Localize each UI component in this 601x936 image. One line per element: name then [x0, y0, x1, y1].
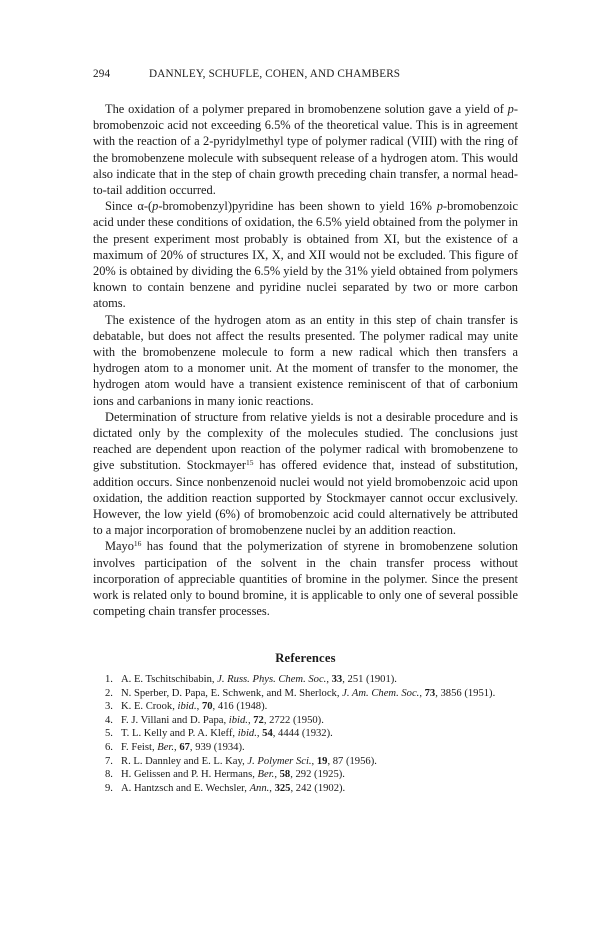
reference-number: 7.: [105, 755, 113, 767]
body-paragraph: [93, 101, 518, 198]
reference-item: [93, 727, 518, 741]
body-paragraph: [93, 312, 518, 409]
text-run: ,: [311, 755, 317, 767]
references-heading: References: [275, 651, 336, 665]
text-run: The existence of the hydrogen atom as an entity in this step of chain transfer is debatable, but does not affect the results presented. The polymer radical may unite with the bromobenzene molecule to form a new radical which then transfers a hydrogen atom to a monomer unit. At the moment of transfer to the monomer, the hydrogen atom would have a transient existence reminiscent of that of carbonium ions and carbanions in many ionic reactions.: [93, 312, 518, 408]
volume-number: 73: [424, 687, 436, 699]
text-run: ,: [174, 741, 180, 753]
italic-text: ibid.: [237, 728, 257, 740]
italic-text: J. Polymer Sci.: [247, 755, 312, 767]
reference-number: 8.: [105, 769, 113, 781]
volume-number: 58: [279, 769, 291, 781]
text-run: ,: [326, 674, 332, 685]
text-run: ,: [247, 714, 254, 726]
italic-text: J. Russ. Phys. Chem. Soc.: [217, 674, 327, 685]
text-run: -bromobenzoic acid not exceeding 6.5% of the theoretical value. This is in agreement with the reaction of a 2-pyridylmethyl type of polymer radical (VIII) with the ring of the bromobenzene molecule with subsequent release of a hydrogen atom. This would also indicate that in the step of chain growth preceding chain transfer, a normal head-to-tail addition occurred.: [93, 102, 518, 198]
volume-number: 70: [201, 701, 213, 713]
body-text: [93, 101, 518, 620]
footnote-ref: 15: [245, 458, 254, 468]
text-run: A. Hantzsch and E. Wechsler,: [121, 782, 250, 794]
text-run: has found that the polymerization of styrene in bromobenzene solution involves participation of the solvent in the chain transfer process without incorporation of appreciable quantities of bromine in the polymer. Since the present work is related only to bound bromine, it is applicable to only one of several possible competing chain transfer processes.: [93, 539, 518, 619]
text-run: R. L. Dannley and E. L. Kay,: [121, 755, 248, 767]
italic-text: Ann.: [249, 782, 270, 794]
text-run: Since α-(: [105, 199, 153, 214]
footnote-ref: 16: [133, 539, 142, 549]
volume-number: 67: [179, 741, 190, 753]
text-run: Mayo: [105, 539, 134, 554]
text-run: A. E. Tschitschibabin,: [121, 674, 218, 685]
reference-item: [93, 673, 518, 687]
volume-number: 72: [253, 714, 264, 726]
volume-number: 325: [274, 782, 291, 794]
running-header: [93, 68, 519, 84]
reference-number: 2.: [105, 687, 113, 699]
reference-number: 1.: [105, 674, 113, 685]
text-run: , 87 (1956).: [327, 755, 377, 767]
reference-item: [93, 714, 518, 728]
text-run: F. J. Villani and D. Papa,: [121, 714, 229, 726]
text-run: The oxidation of a polymer prepared in bromobenzene solution gave a yield of: [105, 102, 508, 116]
reference-item: [93, 782, 518, 796]
volume-number: 19: [316, 755, 328, 767]
text-run: ,: [256, 728, 263, 740]
text-run: T. L. Kelly and P. A. Kleff,: [121, 728, 238, 740]
italic-text: p: [507, 102, 514, 116]
body-paragraph: [93, 538, 518, 619]
text-run: , 939 (1934).: [189, 741, 245, 753]
body-paragraph: [93, 409, 518, 539]
text-run: , 416 (1948).: [212, 701, 268, 713]
text-run: , 4444 (1932).: [272, 728, 333, 740]
body-paragraph: [93, 198, 518, 311]
text-run: ,: [419, 687, 425, 699]
text-run: has offered evidence that, instead of substitution, addition occurs. Since nonbenzenoid nuclei would not yield bromobenzoic acid upon oxidation, the addition reaction supported by Stockmayer cannot occur exclusively. However, the low yield (6%) of bromobenzoic acid could alternatively be attributed to a major incorporation of bromobenzene nuclei by an addition reaction.: [93, 458, 518, 538]
page-number: 294: [93, 68, 111, 80]
reference-item: [93, 768, 518, 782]
italic-text: ibid.: [177, 701, 197, 713]
text-run: N. Sperber, D. Papa, E. Schwenk, and M. Sherlock,: [121, 687, 343, 699]
italic-text: p: [436, 199, 443, 214]
reference-item: [93, 687, 518, 701]
reference-number: 5.: [105, 728, 113, 740]
text-run: , 251 (1901).: [342, 674, 397, 685]
italic-text: Ber.: [257, 769, 275, 781]
reference-number: 6.: [105, 741, 113, 753]
italic-text: J. Am. Chem. Soc.: [342, 687, 420, 699]
italic-text: Ber.: [157, 741, 175, 753]
reference-number: 4.: [105, 714, 113, 726]
text-run: H. Gelissen and P. H. Hermans,: [121, 769, 258, 781]
running-title: DANNLEY, SCHUFLE, COHEN, AND CHAMBERS: [149, 68, 401, 80]
text-run: , 242 (1902).: [290, 782, 346, 794]
text-run: ,: [269, 782, 275, 794]
volume-number: 33: [331, 674, 343, 685]
reference-number: 9.: [105, 782, 113, 794]
reference-item: [93, 755, 518, 769]
text-run: -bromobenzyl)pyridine has been shown to yield 16%: [158, 199, 437, 214]
reference-item: [93, 700, 518, 714]
reference-number: 3.: [105, 701, 113, 713]
text-run: , 292 (1925).: [290, 769, 345, 781]
text-run: , 2722 (1950).: [263, 714, 324, 726]
references-list: [93, 673, 518, 795]
reference-item: [93, 741, 518, 755]
text-run: Determination of structure from relative yields is not a desirable procedure and is dictated only by the complexity of the molecules studied. The conclusions just reached are dependent upon reaction of the polymer radical with bromobenzene to give substitution. Stockmayer: [93, 409, 518, 473]
text-run: ,: [196, 701, 202, 713]
text-run: , 3856 (1951).: [435, 687, 496, 699]
text-run: F. Feist,: [121, 741, 158, 753]
italic-text: p: [152, 199, 159, 214]
italic-text: ibid.: [228, 714, 248, 726]
text-run: ,: [274, 769, 280, 781]
text-run: K. E. Crook,: [121, 701, 178, 713]
text-run: -bromobenzoic acid under these conditions of oxidation, the 6.5% yield obtained from the polymer in the present experiment most probably is obtained from XI, but the existence of a maximum of 20% of structures IX, X, and XII would not be excluded. This figure of 20% is obtained by dividing the 6.5% yield by the 31% yield obtained from polymers known to contain benzene and pyridine nuclei separated by two or more carbon atoms.: [93, 199, 518, 311]
volume-number: 54: [262, 728, 273, 740]
